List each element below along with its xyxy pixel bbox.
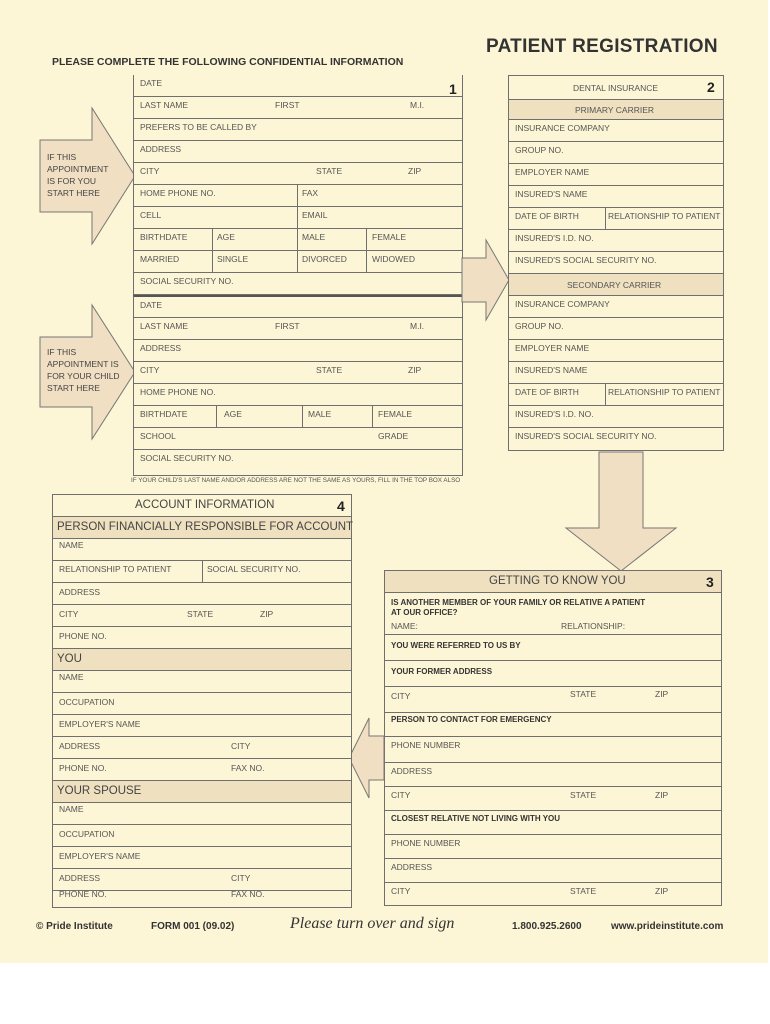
row-spouse-address[interactable]: ADDRESS CITY <box>53 869 351 891</box>
row-marital-status[interactable]: MARRIED SINGLE DIVORCED WIDOWED <box>134 251 462 273</box>
page-title: PATIENT REGISTRATION <box>486 36 718 57</box>
row-insurance-company[interactable]: INSURANCE COMPANY <box>509 120 723 142</box>
row-spouse-phone[interactable]: PHONE NO. FAX NO. <box>59 889 265 899</box>
row-employer-name-2[interactable]: EMPLOYER NAME <box>509 340 723 362</box>
row-you-phone[interactable]: PHONE NO. FAX NO. <box>53 759 351 781</box>
phone-number: 1.800.925.2600 <box>512 921 582 932</box>
row-date[interactable]: DATE 1 <box>134 75 462 97</box>
row-home-phone[interactable]: HOME PHONE NO. <box>134 384 462 406</box>
you-heading: YOU <box>53 649 351 671</box>
row-insureds-name-2[interactable]: INSURED'S NAME <box>509 362 723 384</box>
row-home-phone[interactable]: HOME PHONE NO. FAX <box>134 185 462 207</box>
row-closest-relative[interactable]: CLOSEST RELATIVE NOT LIVING WITH YOU <box>385 811 721 835</box>
row-address-2[interactable]: ADDRESS <box>385 859 721 883</box>
instruction-heading: PLEASE COMPLETE THE FOLLOWING CONFIDENTIAL INFORMATION <box>52 56 404 68</box>
row-name[interactable]: LAST NAME FIRST M.I. <box>134 318 462 340</box>
row-spouse-name[interactable]: NAME <box>53 803 351 825</box>
getting-to-know-heading: GETTING TO KNOW YOU 3 <box>385 571 721 593</box>
row-name[interactable]: NAME <box>53 539 351 561</box>
section-4-account-information <box>52 494 352 908</box>
responsible-heading: PERSON FINANCIALLY RESPONSIBLE FOR ACCOUNT <box>53 517 351 539</box>
copyright: © Pride Institute <box>36 921 113 932</box>
row-address[interactable]: ADDRESS <box>134 141 462 163</box>
row-group-no-2[interactable]: GROUP NO. <box>509 318 723 340</box>
row-spouse-occupation[interactable]: OCCUPATION <box>53 825 351 847</box>
row-birthdate[interactable]: BIRTHDATE AGE MALE FEMALE <box>134 229 462 251</box>
row-phone-number-2[interactable]: PHONE NUMBER <box>385 835 721 859</box>
row-date[interactable]: DATE <box>134 297 462 318</box>
row-city[interactable]: CITY STATE ZIP <box>53 605 351 627</box>
section-3-getting-to-know-you <box>384 570 722 906</box>
insurance-heading: DENTAL INSURANCE 2 <box>509 76 723 100</box>
row-family-member[interactable]: IS ANOTHER MEMBER OF YOUR FAMILY OR RELATIVE A PATIENT AT OUR OFFICE? NAME: RELATIONSHIP: <box>385 593 721 635</box>
row-city-2[interactable]: CITY STATE ZIP <box>385 787 721 811</box>
row-dob-2[interactable]: DATE OF BIRTH RELATIONSHIP TO PATIENT <box>509 384 723 406</box>
row-former-address[interactable]: YOUR FORMER ADDRESS <box>385 661 721 687</box>
primary-carrier-heading: PRIMARY CARRIER <box>509 100 723 120</box>
row-you-address[interactable]: ADDRESS CITY <box>53 737 351 759</box>
row-dob[interactable]: DATE OF BIRTH RELATIONSHIP TO PATIENT <box>509 208 723 230</box>
arrow-right-icon <box>462 240 510 320</box>
row-group-no[interactable]: GROUP NO. <box>509 142 723 164</box>
section-1-patient <box>133 75 463 295</box>
row-phone[interactable]: PHONE NO. <box>53 627 351 649</box>
form-number: FORM 001 (09.02) <box>151 921 235 932</box>
turn-over-note: Please turn over and sign <box>290 915 455 932</box>
row-city[interactable]: CITY STATE ZIP <box>134 163 462 185</box>
row-you-employer[interactable]: EMPLOYER'S NAME <box>53 715 351 737</box>
row-address[interactable]: ADDRESS <box>134 340 462 362</box>
section-1-child <box>133 295 463 476</box>
row-birthdate[interactable]: BIRTHDATE AGE MALE FEMALE <box>134 406 462 428</box>
section-number: 1 <box>449 81 457 97</box>
row-address[interactable]: ADDRESS <box>53 583 351 605</box>
row-employer-name[interactable]: EMPLOYER NAME <box>509 164 723 186</box>
start-here-adult: IF THIS APPOINTMENT IS FOR YOU START HERE <box>47 152 109 198</box>
row-insurance-company-2[interactable]: INSURANCE COMPANY <box>509 296 723 318</box>
row-city[interactable]: CITY STATE ZIP <box>134 362 462 384</box>
row-referred[interactable]: YOU WERE REFERRED TO US BY <box>385 635 721 661</box>
row-city[interactable]: CITY STATE ZIP <box>385 687 721 713</box>
row-emergency[interactable]: PERSON TO CONTACT FOR EMERGENCY <box>385 713 721 737</box>
row-name[interactable]: LAST NAME FIRST M.I. <box>134 97 462 119</box>
arrow-left-icon <box>349 718 385 798</box>
section-2-insurance <box>508 75 724 451</box>
account-heading: ACCOUNT INFORMATION 4 <box>53 495 351 517</box>
row-prefers[interactable]: PREFERS TO BE CALLED BY <box>134 119 462 141</box>
row-address[interactable]: ADDRESS <box>385 763 721 787</box>
start-here-child: IF THIS APPOINTMENT IS FOR YOUR CHILD START HERE <box>47 347 120 393</box>
child-note: IF YOUR CHILD'S LAST NAME AND/OR ADDRESS ARE NOT THE SAME AS YOURS, FILL IN THE TOP BOX ALSO <box>131 477 461 484</box>
row-insureds-ssn-2[interactable]: INSURED'S SOCIAL SECURITY NO. <box>515 431 657 441</box>
row-school[interactable]: SCHOOL GRADE <box>134 428 462 450</box>
row-city-3[interactable]: CITY STATE ZIP <box>391 886 669 896</box>
website[interactable]: www.prideinstitute.com <box>611 921 724 932</box>
row-phone-number[interactable]: PHONE NUMBER <box>385 737 721 763</box>
row-insureds-ssn[interactable]: INSURED'S SOCIAL SECURITY NO. <box>509 252 723 274</box>
row-relationship[interactable]: RELATIONSHIP TO PATIENT SOCIAL SECURITY NO. <box>53 561 351 583</box>
secondary-carrier-heading: SECONDARY CARRIER <box>509 274 723 296</box>
row-ssn[interactable]: SOCIAL SECURITY NO. <box>140 276 234 286</box>
row-ssn[interactable]: SOCIAL SECURITY NO. <box>140 453 234 463</box>
row-spouse-employer[interactable]: EMPLOYER'S NAME <box>53 847 351 869</box>
arrow-down-icon <box>581 452 677 572</box>
row-insureds-name[interactable]: INSURED'S NAME <box>509 186 723 208</box>
spouse-heading: YOUR SPOUSE <box>53 781 351 803</box>
row-you-name[interactable]: NAME <box>53 671 351 693</box>
row-you-occupation[interactable]: OCCUPATION <box>53 693 351 715</box>
row-cell[interactable]: CELL EMAIL <box>134 207 462 229</box>
row-insureds-id-2[interactable]: INSURED'S I.D. NO. <box>509 406 723 428</box>
row-insureds-id[interactable]: INSURED'S I.D. NO. <box>509 230 723 252</box>
